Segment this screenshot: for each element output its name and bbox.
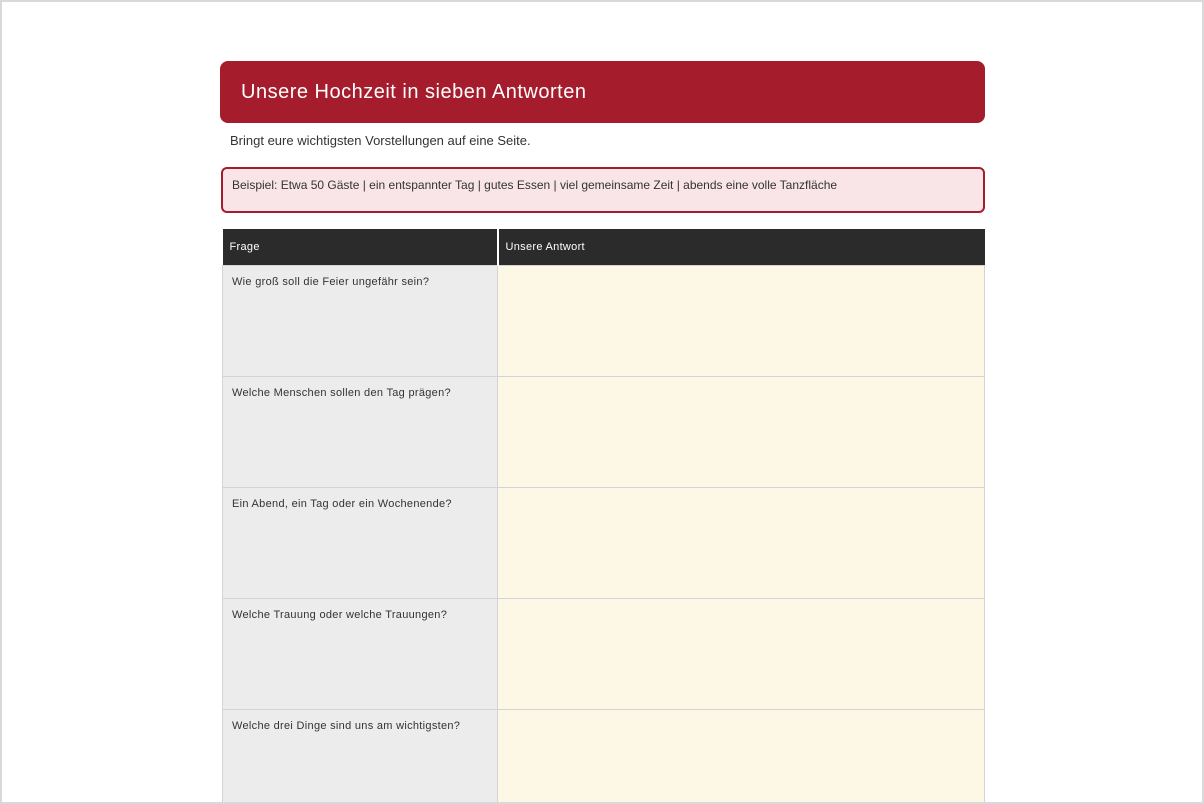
table-row — [223, 376, 985, 487]
answer-field[interactable] — [498, 487, 985, 598]
question-cell: Welche Trauung oder welche Trauungen? — [223, 598, 498, 709]
table-row — [223, 598, 985, 709]
question-cell: Ein Abend, ein Tag oder ein Wochenende? — [223, 487, 498, 598]
page-subtitle: Bringt eure wichtigsten Vorstellungen auf eine Seite. — [230, 133, 531, 148]
questions-table — [222, 229, 985, 804]
example-callout — [221, 167, 985, 213]
table-row — [223, 487, 985, 598]
answer-field[interactable] — [498, 598, 985, 709]
title-banner — [220, 61, 985, 123]
worksheet-page — [220, 61, 985, 804]
table-row — [223, 265, 985, 376]
question-cell: Welche Menschen sollen den Tag prägen? — [223, 376, 498, 487]
question-cell: Welche drei Dinge sind uns am wichtigsten? — [223, 709, 498, 804]
answer-field[interactable] — [498, 265, 985, 376]
page-title: Unsere Hochzeit in sieben Antworten — [241, 80, 587, 103]
answer-field[interactable] — [498, 709, 985, 804]
answer-field[interactable] — [498, 376, 985, 487]
table-row — [223, 709, 985, 804]
header-question: Frage — [223, 229, 498, 265]
question-cell: Wie groß soll die Feier ungefähr sein? — [223, 265, 498, 376]
example-text: Beispiel: Etwa 50 Gäste | ein entspannter Tag | gutes Essen | viel gemeinsame Zeit | abends eine volle Tanzfläche — [232, 178, 838, 192]
header-answer: Unsere Antwort — [498, 229, 985, 265]
table-header-row — [223, 229, 985, 265]
